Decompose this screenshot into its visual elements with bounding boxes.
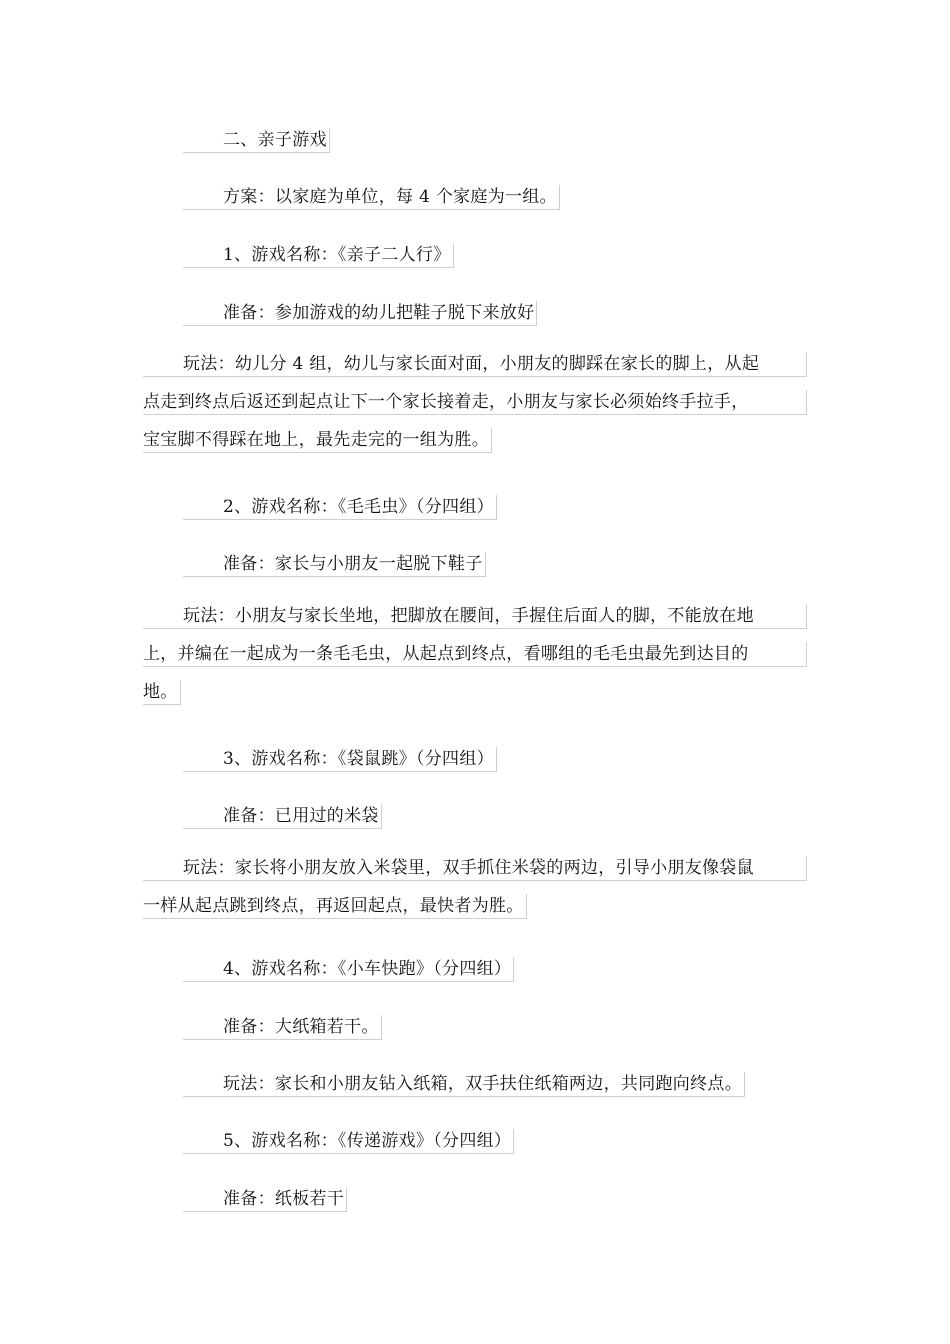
game-3-play bbox=[143, 854, 807, 926]
game-2-play-line: 地。 bbox=[143, 680, 181, 705]
game-3-prep: 准备：已用过的米袋 bbox=[143, 797, 382, 836]
game-3-play-line: 一样从起点跳到终点，再返回起点，最快者为胜。 bbox=[143, 894, 527, 919]
section-title: 二、亲子游戏 bbox=[143, 121, 330, 160]
game-4-name: 4、游戏名称：《小车快跑》（分四组） bbox=[143, 950, 514, 989]
game-4-play: 玩法：家长和小朋友钻入纸箱，双手扶住纸箱两边，共同跑向终点。 bbox=[143, 1065, 745, 1104]
plan-paragraph: 方案：以家庭为单位，每 4 个家庭为一组。 bbox=[143, 178, 560, 217]
game-2-play-line: 玩法：小朋友与家长坐地，把脚放在腰间，手握住后面人的脚，不能放在地 bbox=[143, 604, 807, 629]
game-1-name: 1、游戏名称：《亲子二人行》 bbox=[143, 236, 454, 275]
game-2-play bbox=[143, 602, 807, 712]
game-3-name: 3、游戏名称：《袋鼠跳》（分四组） bbox=[143, 740, 497, 779]
game-1-play-line: 点走到终点后返还到起点让下一个家长接着走，小朋友与家长必须始终手拉手， bbox=[143, 390, 807, 415]
game-1-prep: 准备：参加游戏的幼儿把鞋子脱下来放好 bbox=[143, 294, 537, 333]
game-4-prep: 准备：大纸箱若干。 bbox=[143, 1008, 382, 1047]
game-2-name: 2、游戏名称：《毛毛虫》（分四组） bbox=[143, 488, 497, 527]
game-5-name: 5、游戏名称：《传递游戏》（分四组） bbox=[143, 1122, 514, 1161]
game-2-prep: 准备：家长与小朋友一起脱下鞋子 bbox=[143, 545, 486, 584]
game-2-play-line: 上，并编在一起成为一条毛毛虫，从起点到终点，看哪组的毛毛虫最先到达目的 bbox=[143, 642, 807, 667]
game-1-play-line: 玩法：幼儿分 4 组，幼儿与家长面对面，小朋友的脚踩在家长的脚上，从起 bbox=[143, 352, 807, 377]
game-1-play bbox=[143, 350, 807, 460]
game-3-play-line: 玩法：家长将小朋友放入米袋里，双手抓住米袋的两边，引导小朋友像袋鼠 bbox=[143, 856, 807, 881]
game-1-play-line: 宝宝脚不得踩在地上，最先走完的一组为胜。 bbox=[143, 428, 492, 453]
game-5-prep: 准备：纸板若干 bbox=[143, 1180, 347, 1219]
